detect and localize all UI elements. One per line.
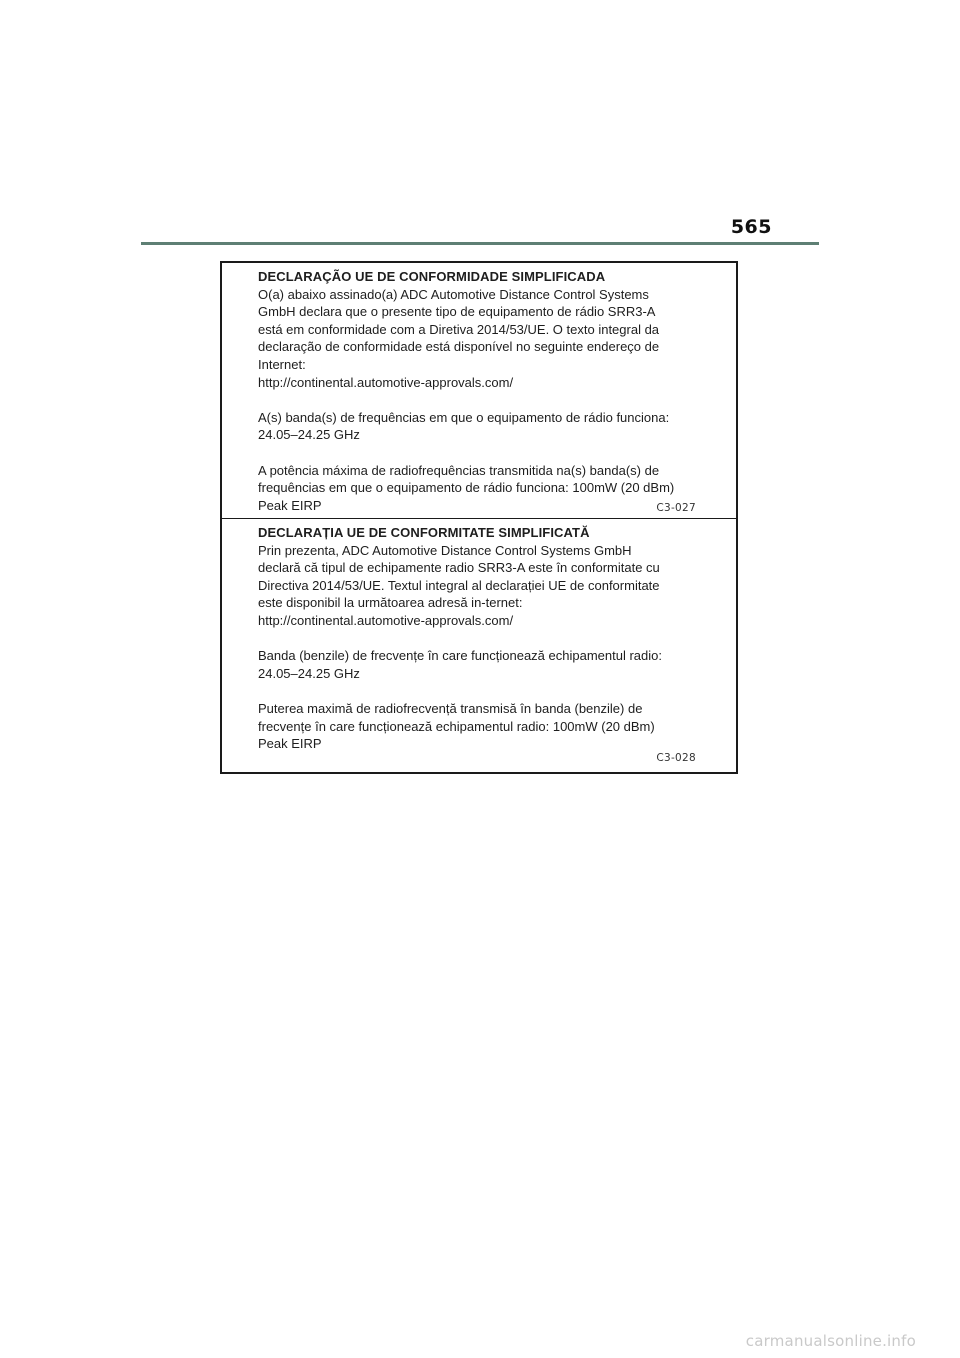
pt-declaration-text [258,268,718,514]
ro-line: frecvențe în care funcționează echipamentul radio: 100mW (20 dBm) [258,718,655,734]
pt-line: Internet: [258,356,306,372]
pt-code-label: C3-027 [656,502,696,514]
pt-line: A potência máxima de radiofrequências transmitida na(s) banda(s) de [258,462,660,478]
ro-declaration-text [258,524,718,753]
paragraph-gap [258,444,718,462]
pt-line: GmbH declara que o presente tipo de equipamento de rádio SRR3-A [258,304,656,320]
pt-line: Peak EIRP [258,497,322,513]
ro-declaration-title: DECLARAȚIA UE DE CONFORMITATE SIMPLIFICATĂ [258,525,590,540]
ro-line: este disponibil la următoarea adresă in-ternet: [258,595,523,611]
ro-line: Banda (benzile) de frecvențe în care funcționează echipamentul radio: [258,648,662,664]
ro-line: Peak EIRP [258,736,322,752]
pt-frequency: 24.05–24.25 GHz [258,427,360,443]
pt-line: declaração de conformidade está disponível no seguinte endereço de [258,339,660,355]
ro-declaration-panel [220,518,738,774]
watermark: carmanualsonline.info [745,1332,916,1350]
pt-declaration-title: DECLARAÇÃO UE DE CONFORMIDADE SIMPLIFICADA [258,269,606,284]
paragraph-gap [258,630,718,648]
pt-declaration-panel [220,261,738,519]
ro-line: Puterea maximă de radiofrecvență transmisă în banda (benzile) de [258,700,643,716]
pt-line: frequências em que o equipamento de rádio funciona: 100mW (20 dBm) [258,480,675,496]
paragraph-gap [258,391,718,409]
ro-line: Directiva 2014/53/UE. Textul integral al declarației UE de conformitate [258,577,660,593]
page-number: 565 [730,216,772,238]
ro-line: declară că tipul de echipamente radio SRR3-A este în conformitate cu [258,560,660,576]
ro-url: http://continental.automotive-approvals.com/ [258,612,514,628]
ro-line: Prin prezenta, ADC Automotive Distance Control Systems GmbH [258,542,632,558]
pt-line: está em conformidade com a Diretiva 2014/53/UE. O texto integral da [258,321,660,337]
paragraph-gap [258,682,718,700]
pt-url: http://continental.automotive-approvals.com/ [258,374,514,390]
ro-code-label: C3-028 [656,752,696,764]
ro-frequency: 24.05–24.25 GHz [258,665,360,681]
header-rule [141,242,819,245]
pt-line: A(s) banda(s) de frequências em que o equipamento de rádio funciona: [258,409,670,425]
pt-line: O(a) abaixo assinado(a) ADC Automotive Distance Control Systems [258,286,649,302]
